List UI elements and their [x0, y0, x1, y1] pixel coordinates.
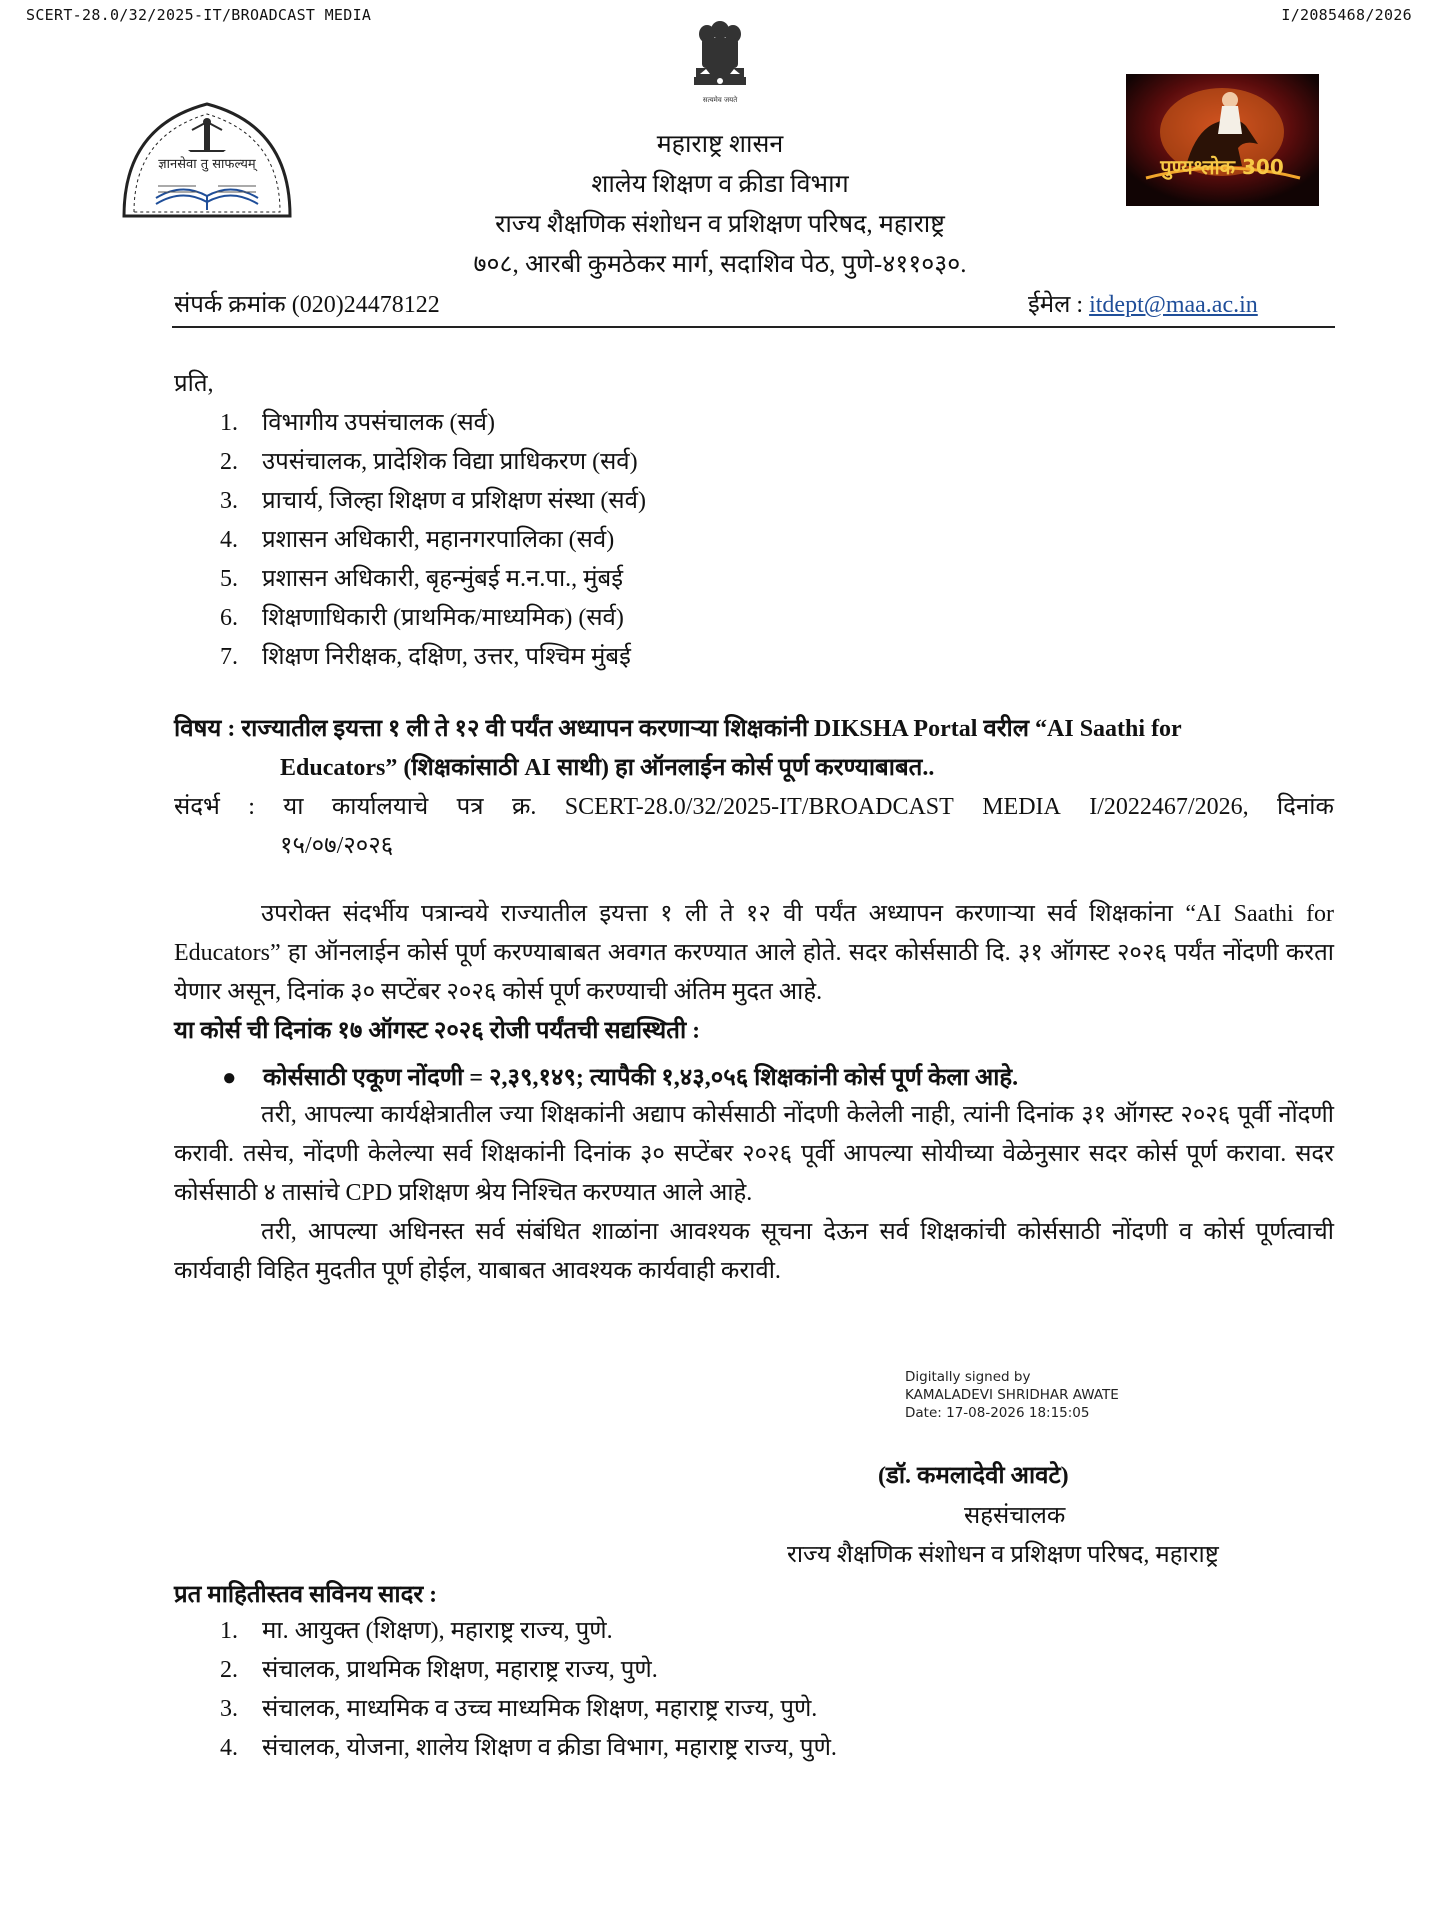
status-bullet: [222, 1060, 1018, 1093]
document-reference-number: SCERT-28.0/32/2025-IT/BROADCAST MEDIA: [26, 6, 372, 24]
email-link[interactable]: itdept@maa.ac.in: [1089, 292, 1258, 318]
subject-line-2: Educators” (शिक्षकांसाठी AI साथी) हा ऑनलाईन कोर्स पूर्ण करण्याबाबत..: [280, 755, 935, 781]
inward-number: I/2085468/2026: [1281, 6, 1412, 24]
list-text: प्रशासन अधिकारी, बृहन्मुंबई म.न.पा., मुंबई: [262, 566, 624, 592]
header-divider: [172, 326, 1335, 328]
list-number: 5.: [220, 566, 238, 592]
body-paragraph-3: [174, 1213, 1334, 1291]
digital-signature-name: KAMALADEVI SHRIDHAR AWATE: [905, 1387, 1119, 1403]
list-item: [220, 482, 1120, 521]
signatory-designation: सहसंचालक: [964, 1503, 1066, 1529]
reference-word: दिनांक: [1276, 794, 1334, 820]
list-text: उपसंचालक, प्रादेशिक विद्या प्राधिकरण (सर्व): [262, 449, 638, 475]
email-row: [1028, 287, 1258, 320]
signatory-office: राज्य शैक्षणिक संशोधन व प्रशिक्षण परिषद, महाराष्ट्र: [787, 1542, 1219, 1568]
list-text: संचालक, माध्यमिक व उच्च माध्यमिक शिक्षण, महाराष्ट्र राज्य, पुणे.: [262, 1696, 818, 1722]
list-number: 1.: [220, 410, 238, 436]
paragraph-text: तरी, आपल्या अधिनस्त सर्व संबंधित शाळांना आवश्यक सूचना देऊन सर्व शिक्षकांची कोर्ससाठी नोंदणी व कोर्स पूर्णत्वाची कार्यवाही विहित मुदतीत पूर्ण होईल, याबाबत आवश्यक कार्यवाही करावी.: [174, 1219, 1334, 1284]
reference: [174, 788, 1334, 866]
list-item: [220, 599, 1120, 638]
body-paragraph-2: [174, 1096, 1334, 1213]
bullet-icon: ●: [222, 1065, 237, 1091]
list-text: संचालक, योजना, शालेय शिक्षण व क्रीडा विभाग, महाराष्ट्र राज्य, पुणे.: [262, 1735, 837, 1761]
list-number: 4.: [220, 1735, 238, 1761]
list-text: प्राचार्य, जिल्हा शिक्षण व प्रशिक्षण संस्था (सर्व): [262, 488, 646, 514]
government-name: महाराष्ट्र शासन: [656, 131, 784, 158]
reference-word: पत्र: [456, 794, 484, 820]
digital-signature-block: [905, 1368, 1119, 1422]
list-item: [220, 1651, 1120, 1690]
list-item: [220, 1612, 1120, 1651]
list-item: [220, 1690, 1120, 1729]
recipients-heading: प्रति,: [174, 371, 214, 397]
list-text: विभागीय उपसंचालक (सर्व): [262, 410, 496, 436]
status-heading: या कोर्स ची दिनांक १७ ऑगस्ट २०२६ रोजी पर्यंतची सद्यस्थिती :: [174, 1018, 701, 1044]
list-item: [220, 404, 1120, 443]
list-number: 4.: [220, 527, 238, 553]
reference-word: SCERT-28.0/32/2025-IT/BROADCAST: [564, 794, 954, 820]
reference-date: १५/०७/२०२६: [280, 833, 394, 859]
list-number: 6.: [220, 605, 238, 631]
national-emblem-logo: [680, 8, 760, 108]
list-text: प्रशासन अधिकारी, महानगरपालिका (सर्व): [262, 527, 615, 553]
signatory-name: (डॉ. कमलादेवी आवटे): [878, 1463, 1069, 1489]
digital-signature-date: Date: 17-08-2026 18:15:05: [905, 1405, 1090, 1421]
logo-motto: ज्ञानसेवा तु साफल्यम्: [158, 157, 256, 172]
list-item: [220, 560, 1120, 599]
list-text: संचालक, प्राथमिक शिक्षण, महाराष्ट्र राज्य, पुणे.: [262, 1657, 658, 1683]
reference-line-1: [174, 788, 1334, 827]
list-text: मा. आयुक्त (शिक्षण), महाराष्ट्र राज्य, पुणे.: [262, 1618, 613, 1644]
reference-word: क्र.: [511, 794, 537, 820]
council-name: राज्य शैक्षणिक संशोधन व प्रशिक्षण परिषद, महाराष्ट्र: [495, 211, 945, 238]
list-number: 3.: [220, 488, 238, 514]
logo-text: पुण्यश्लोक 300: [1160, 155, 1284, 179]
reference-word: संदर्भ: [174, 794, 220, 820]
recipients-list: [220, 404, 1120, 677]
paragraph-text: तरी, आपल्या कार्यक्षेत्रातील ज्या शिक्षकांनी अद्याप कोर्ससाठी नोंदणी केलेली नाही, त्यांनी दिनांक ३१ ऑगस्ट २०२६ पूर्वी नोंदणी करावी. तसेच, नोंदणी केलेल्या सर्व शिक्षकांनी दिनांक ३० सप्टेंबर २०२६ पूर्वी आपल्या सोयीच्या वेळेनुसार सदर कोर्स पूर्ण करावा. सदर कोर्ससाठी ४ तासांचे CPD प्रशिक्षण श्रेय निश्चित करण्यात आले आहे.: [174, 1102, 1334, 1206]
copy-to-heading: प्रत माहितीस्तव सविनय सादर :: [174, 1582, 438, 1608]
reference-word: I/2022467/2026,: [1089, 794, 1249, 820]
list-number: 2.: [220, 1657, 238, 1683]
department-name: शालेय शिक्षण व क्रीडा विभाग: [591, 171, 849, 198]
reference-word: कार्यालयाचे: [331, 794, 429, 820]
paragraph-text: उपरोक्त संदर्भीय पत्रान्वये राज्यातील इयत्ता १ ली ते १२ वी पर्यंत अध्यापन करणाऱ्या सर्व शिक्षकांना “AI Saathi for Educators” हा ऑनलाईन कोर्स पूर्ण करण्याबाबत अवगत करण्यात आले होते. सदर कोर्ससाठी दि. ३१ ऑगस्ट २०२६ पर्यंत नोंदणी करता येणार असून, दिनांक ३० सप्टेंबर २०२६ कोर्स पूर्ण करण्याची अंतिम मुदत आहे.: [174, 901, 1334, 1005]
emblem-motto: सत्यमेव जयते: [702, 96, 738, 104]
digital-signature-line: Digitally signed by: [905, 1369, 1031, 1385]
email-label: ईमेल :: [1028, 292, 1090, 318]
reference-word: MEDIA: [982, 794, 1061, 820]
reference-word: :: [248, 794, 255, 820]
list-item: [220, 443, 1120, 482]
list-number: 2.: [220, 449, 238, 475]
bullet-text: कोर्ससाठी एकूण नोंदणी = २,३९,१४९; त्यापैकी १,४३,०५६ शिक्षकांनी कोर्स पूर्ण केला आहे.: [263, 1065, 1019, 1091]
list-number: 7.: [220, 644, 238, 670]
subject-line-1: विषय : राज्यातील इयत्ता १ ली ते १२ वी पर्यंत अध्यापन करणाऱ्या शिक्षकांनी DIKSHA Portal वरील “AI Saathi for: [174, 716, 1182, 742]
list-text: शिक्षणाधिकारी (प्राथमिक/माध्यमिक) (सर्व): [262, 605, 624, 631]
reference-word: या: [283, 794, 304, 820]
list-item: [220, 521, 1120, 560]
office-address: ७०८, आरबी कुमठेकर मार्ग, सदाशिव पेठ, पुणे-४११०३०.: [473, 251, 967, 278]
copy-to-list: [220, 1612, 1120, 1768]
list-item: [220, 1729, 1120, 1768]
list-number: 1.: [220, 1618, 238, 1644]
subject: [174, 710, 1334, 788]
scert-logo: [118, 100, 296, 220]
body-paragraph-1: [174, 895, 1334, 1012]
contact-number: संपर्क क्रमांक (020)24478122: [174, 292, 440, 318]
list-number: 3.: [220, 1696, 238, 1722]
list-item: [220, 638, 1120, 677]
list-text: शिक्षण निरीक्षक, दक्षिण, उत्तर, पश्चिम मुंबई: [262, 644, 631, 670]
